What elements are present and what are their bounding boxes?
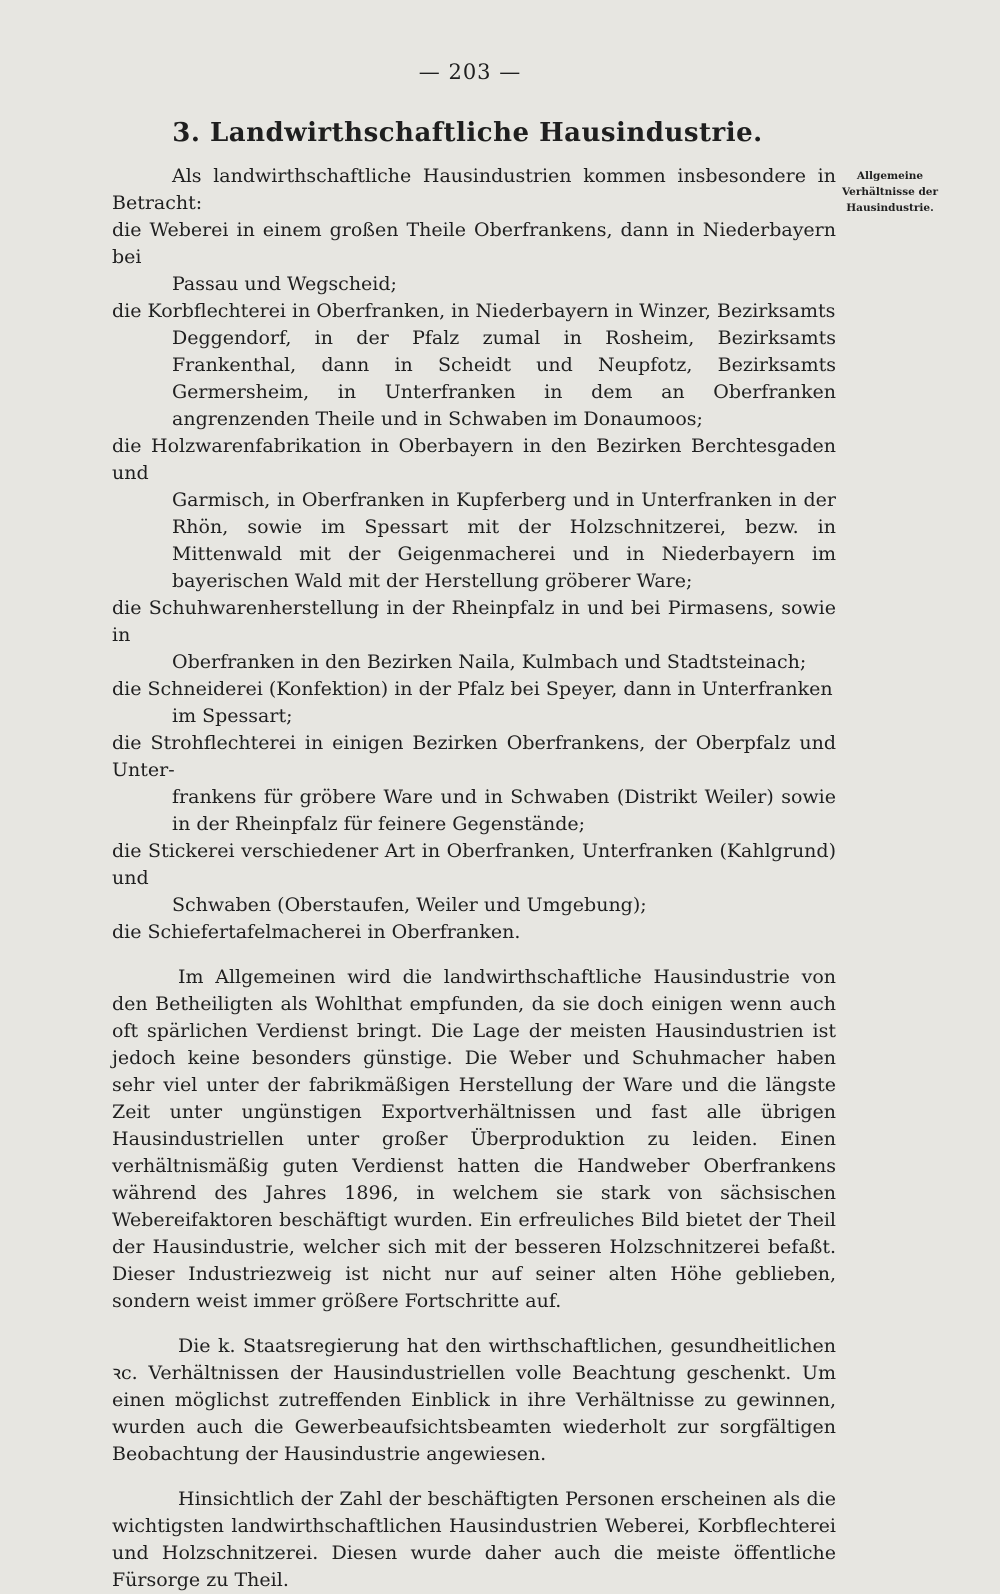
intro-line: Als landwirthschaftliche Hausindustrien kommen insbesondere in Betracht: — [112, 165, 836, 214]
list-item — [112, 838, 836, 919]
list-item-continuation: frankens für gröbere Ware und in Schwaben (Distrikt Weiler) sowie in der Rheinpfalz für feinere Gegenstände; — [172, 786, 836, 835]
list-item-lead: die Stickerei verschiedener Art in Oberfranken, Unterfranken (Kahlgrund) und — [112, 840, 836, 889]
list-item-lead: die Strohflechterei in einigen Bezirken Oberfrankens, der Oberpfalz und Unter- — [112, 732, 836, 781]
list-item-lead: die Schuhwarenherstellung in der Rheinpfalz in und bei Pirmasens, sowie in — [112, 597, 836, 646]
list-item — [112, 433, 836, 595]
list-item — [112, 217, 836, 298]
paragraph-gap — [112, 1315, 836, 1333]
paragraph: Hinsichtlich der Zahl der beschäftigten Personen erscheinen als die wichtigsten landwirthschaftlichen Hausindustrien Weberei, Korbflechterei und Holzschnitzerei. Diesen wurde daher auch die meiste öffentliche Fürsorge zu Theil. — [112, 1488, 836, 1591]
paragraph-gap — [112, 946, 836, 964]
margin-note-line: Verhältnisse der — [841, 186, 938, 198]
section-title: 3. Landwirthschaftliche Hausindustrie. — [172, 118, 763, 148]
list-item — [112, 919, 836, 946]
list-item-continuation: Garmisch, in Oberfranken in Kupferberg und in Unterfranken in der Rhön, sowie im Spessart mit der Holzschnitzerei, bezw. in Mittenwald mit der Geigenmacherei und in Niederbayern im bayerischen Wald mit der Herstellung gröberer Ware; — [172, 489, 836, 592]
list-item — [112, 595, 836, 676]
list-item — [112, 730, 836, 838]
margin-note-line: Hausindustrie. — [846, 202, 934, 214]
list-item — [112, 676, 836, 730]
list-item-lead: die Holzwarenfabrikation in Oberbayern in den Bezirken Berchtesgaden und — [112, 435, 836, 484]
list-item-lead: die Korbflechterei in Oberfranken, in Niederbayern in Winzer, Bezirksamts — [112, 300, 836, 322]
list-item-continuation: Passau und Wegscheid; — [172, 273, 397, 295]
list-item-lead: die Weberei in einem großen Theile Oberfrankens, dann in Niederbayern bei — [112, 219, 836, 268]
body-text — [112, 163, 836, 1594]
margin-note — [836, 168, 944, 216]
list-item — [112, 298, 836, 433]
list-item-continuation: im Spessart; — [172, 705, 293, 727]
list-item-continuation: Deggendorf, in der Pfalz zumal in Rosheim, Bezirksamts Frankenthal, dann in Scheidt und Neupfotz, Bezirksamts Germersheim, in Unterfranken in dem an Oberfranken angrenzenden Theile und in Schwaben im Donaumoos; — [172, 327, 836, 430]
margin-note-line: Allgemeine — [856, 170, 924, 182]
paragraph: Die k. Staatsregierung hat den wirthschaftlichen, gesundheitlichen ꝛc. Verhältnissen der Hausindustriellen volle Beachtung geschenkt. Um einen möglichst zutreffenden Einblick in ihre Verhältnisse zu gewinnen, wurden auch die Gewerbeaufsichtsbeamten wiederholt zur sorgfältigen Beobachtung der Hausindustrie angewiesen. — [112, 1335, 836, 1465]
list-item-continuation: Oberfranken in den Bezirken Naila, Kulmbach und Stadtsteinach; — [172, 651, 807, 673]
list-item-lead: die Schneiderei (Konfektion) in der Pfalz bei Speyer, dann in Unterfranken — [112, 678, 833, 700]
page-number: — 203 — — [418, 60, 522, 84]
paragraph: Im Allgemeinen wird die landwirthschaftliche Hausindustrie von den Betheiligten als Wohlthat empfunden, da sie doch einigen wenn auch oft spärlichen Verdienst bringt. Die Lage der meisten Hausindustrien ist jedoch keine besonders günstige. Die Weber und Schuhmacher haben sehr viel unter der fabrikmäßigen Herstellung der Ware und die längste Zeit unter ungünstigen Exportverhältnissen und fast alle übrigen Hausindustriellen unter großer Überproduktion zu leiden. Einen verhältnismäßig guten Verdienst hatten die Handweber Oberfrankens während des Jahres 1896, in welchem sie stark von sächsischen Webereifaktoren beschäftigt wurden. Ein erfreuliches Bild bietet der Theil der Hausindustrie, welcher sich mit der besseren Holzschnitzerei befaßt. Dieser Industriezweig ist nicht nur auf seiner alten Höhe geblieben, sondern weist immer größere Fortschritte auf. — [112, 966, 836, 1312]
paragraph-gap — [112, 1468, 836, 1486]
list-item-continuation: Schwaben (Oberstaufen, Weiler und Umgebung); — [172, 894, 647, 916]
list-item-lead: die Schiefertafelmacherei in Oberfranken. — [112, 921, 521, 943]
